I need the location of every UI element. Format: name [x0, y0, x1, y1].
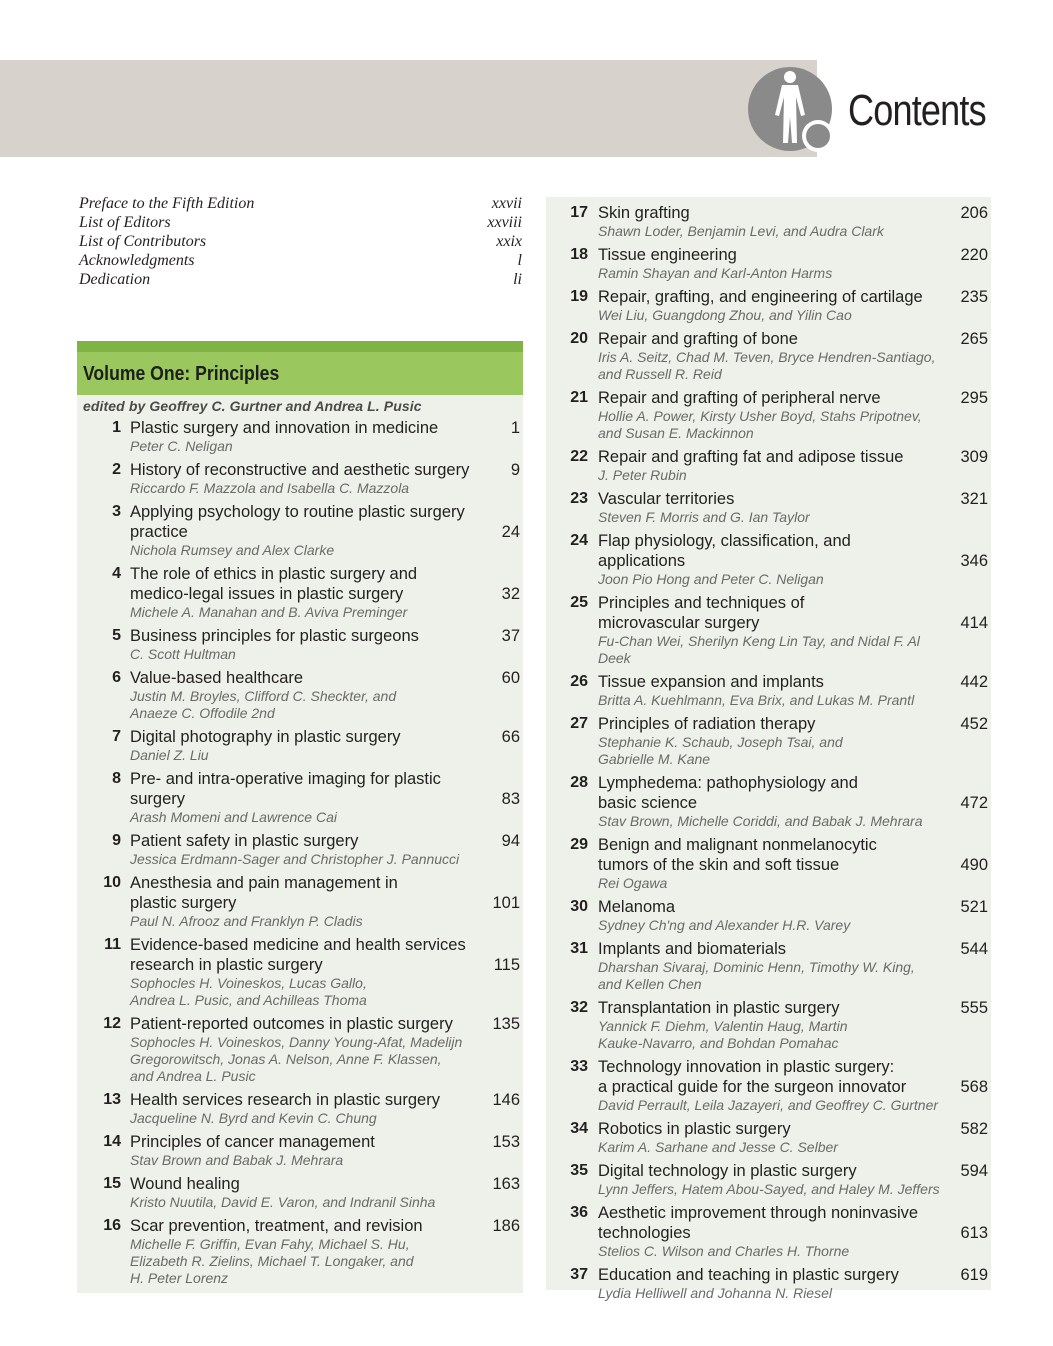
chapter-title: Principles of cancer management [130, 1133, 375, 1151]
volume-column-right [546, 197, 991, 1301]
chapter-page: 94 [501, 832, 520, 850]
chapter-page: 265 [960, 330, 988, 348]
chapter-authors: Riccardo F. Mazzola and Isabella C. Mazzola [130, 480, 410, 496]
chapter-entry[interactable] [546, 714, 991, 768]
chapter-page: 619 [960, 1266, 988, 1284]
chapter-body [598, 447, 943, 484]
chapter-title: Applying psychology to routine plastic surgery practice [130, 503, 465, 541]
chapter-number: 33 [570, 1058, 588, 1075]
chapter-title: Robotics in plastic surgery [598, 1120, 791, 1138]
header-band [0, 60, 817, 157]
chapter-number: 10 [103, 874, 121, 891]
chapter-body [598, 998, 943, 1052]
chapter-body [130, 626, 490, 663]
chapter-title: Health services research in plastic surgery [130, 1091, 440, 1109]
chapter-title: Principles and techniques of microvascular surgery [598, 594, 805, 632]
chapter-title: Digital photography in plastic surgery [130, 728, 401, 746]
chapter-authors: Stav Brown, Michelle Coriddi, and Babak J. Mehrara [598, 813, 923, 829]
chapter-body [130, 418, 490, 455]
chapter-entry[interactable] [546, 897, 991, 934]
chapter-authors: Joon Pio Hong and Peter C. Neligan [598, 571, 824, 587]
chapter-page: 66 [501, 728, 520, 746]
chapter-body [130, 873, 490, 930]
chapter-authors: Jessica Erdmann-Sager and Christopher J. Pannucci [130, 851, 460, 867]
chapter-authors: Iris A. Seitz, Chad M. Teven, Bryce Hendren-Santiago, and Russell R. Reid [598, 349, 936, 382]
chapter-title: Evidence-based medicine and health services research in plastic surgery [130, 936, 466, 974]
chapter-body [130, 668, 490, 722]
chapter-entry[interactable] [77, 502, 523, 559]
chapter-page: 83 [501, 790, 520, 808]
chapter-body [598, 593, 943, 667]
chapter-entry[interactable] [77, 418, 523, 455]
chapter-page: 568 [960, 1078, 988, 1096]
chapter-page: 153 [492, 1133, 520, 1151]
front-matter-page: l [517, 252, 522, 269]
chapter-title: Patient safety in plastic surgery [130, 832, 359, 850]
chapter-entry[interactable] [77, 1216, 523, 1287]
chapter-number: 25 [570, 594, 588, 611]
chapter-authors: Jacqueline N. Byrd and Kevin C. Chung [130, 1110, 377, 1126]
chapter-title: Patient-reported outcomes in plastic surgery [130, 1015, 453, 1033]
chapter-authors: Britta A. Kuehlmann, Eva Brix, and Lukas M. Prantl [598, 692, 915, 708]
chapter-entry[interactable] [546, 939, 991, 993]
chapter-number: 34 [570, 1120, 588, 1137]
chapter-number: 7 [112, 728, 121, 745]
chapter-title: Flap physiology, classification, and applications [598, 532, 851, 570]
chapter-title: Repair and grafting of peripheral nerve [598, 389, 881, 407]
front-matter-label: List of Editors [79, 214, 171, 231]
chapter-entry[interactable] [546, 773, 991, 830]
chapter-number: 35 [570, 1162, 588, 1179]
chapter-authors: J. Peter Rubin [598, 467, 687, 483]
chapter-authors: Kristo Nuutila, David E. Varon, and Indranil Sinha [130, 1194, 436, 1210]
chapter-page: 490 [960, 856, 988, 874]
chapter-body [130, 564, 490, 621]
chapter-entry[interactable] [546, 531, 991, 588]
chapter-page: 346 [960, 552, 988, 570]
chapter-entry[interactable] [546, 1265, 991, 1302]
chapter-entry[interactable] [546, 1161, 991, 1198]
chapter-title: Anesthesia and pain management in plastic surgery [130, 874, 398, 912]
chapter-entry[interactable] [546, 489, 991, 526]
chapter-body [598, 714, 943, 768]
chapter-body [598, 897, 943, 934]
front-matter-page: xxix [496, 233, 522, 250]
chapter-entry[interactable] [77, 626, 523, 663]
chapter-number: 27 [570, 715, 588, 732]
chapter-number: 23 [570, 490, 588, 507]
chapter-entry[interactable] [77, 727, 523, 764]
chapter-number: 3 [112, 503, 121, 520]
chapter-title: Tissue expansion and implants [598, 673, 824, 691]
chapter-authors: Rei Ogawa [598, 875, 668, 891]
chapter-title: Value-based healthcare [130, 669, 304, 687]
chapter-number: 31 [570, 940, 588, 957]
chapter-page: 135 [492, 1015, 520, 1033]
chapter-authors: Shawn Loder, Benjamin Levi, and Audra Clark [598, 223, 884, 239]
chapter-authors: Sophocles H. Voineskos, Danny Young-Afat, Madelijn Gregorowitsch, Jonas A. Nelson, Anne F. Klassen, and Andrea L. Pusic [130, 1034, 463, 1084]
chapter-authors: Lynn Jeffers, Hatem Abou-Sayed, and Haley M. Jeffers [598, 1181, 940, 1197]
chapter-authors: Arash Momeni and Lawrence Cai [130, 809, 337, 825]
chapter-title: Repair, grafting, and engineering of cartilage [598, 288, 923, 306]
chapter-number: 30 [570, 898, 588, 915]
chapter-body [130, 1132, 490, 1169]
chapter-number: 29 [570, 836, 588, 853]
front-matter-list [79, 194, 522, 289]
chapter-number: 1 [112, 419, 121, 436]
volume-column-left [77, 341, 523, 1293]
chapter-title: Skin grafting [598, 204, 690, 222]
chapter-title: History of reconstructive and aesthetic surgery [130, 461, 470, 479]
chapter-authors: C. Scott Hultman [130, 646, 236, 662]
chapter-title: Melanoma [598, 898, 676, 916]
chapter-body [598, 1057, 943, 1114]
chapter-body [130, 1174, 490, 1211]
chapter-body [598, 388, 943, 442]
chapter-entry[interactable] [546, 1119, 991, 1156]
chapter-entry[interactable] [546, 1203, 991, 1260]
front-matter-label: Acknowledgments [79, 252, 195, 269]
chapter-entry[interactable] [77, 935, 523, 1009]
chapter-page: 24 [501, 523, 520, 541]
chapter-page: 544 [960, 940, 988, 958]
chapter-title: Digital technology in plastic surgery [598, 1162, 857, 1180]
chapter-title: Repair and grafting fat and adipose tissue [598, 448, 904, 466]
chapter-entry[interactable] [546, 447, 991, 484]
chapter-entry[interactable] [546, 835, 991, 892]
front-matter-label: Preface to the Fifth Edition [79, 195, 255, 212]
chapter-authors: Nichola Rumsey and Alex Clarke [130, 542, 335, 558]
chapter-entry[interactable] [77, 460, 523, 497]
chapter-body [598, 672, 943, 709]
front-matter-page: xxviii [487, 214, 522, 231]
chapter-body [598, 245, 943, 282]
chapter-number: 14 [103, 1133, 121, 1150]
chapter-body [598, 287, 943, 324]
chapter-body [598, 773, 943, 830]
chapter-entry[interactable] [546, 203, 991, 240]
chapter-page: 321 [960, 490, 988, 508]
chapter-entry[interactable] [77, 1132, 523, 1169]
volume-editors: edited by Geoffrey C. Gurtner and Andrea L. Pusic [83, 398, 422, 414]
human-figure-logo-icon [745, 63, 835, 155]
chapter-authors: David Perrault, Leila Jazayeri, and Geoffrey C. Gurtner [598, 1097, 939, 1113]
chapter-entry[interactable] [546, 388, 991, 442]
chapter-title: The role of ethics in plastic surgery and medico-legal issues in plastic surgery [130, 565, 418, 603]
chapter-authors: Sophocles H. Voineskos, Lucas Gallo, Andrea L. Pusic, and Achilleas Thoma [130, 975, 367, 1008]
chapter-page: 115 [493, 956, 520, 974]
chapter-entry[interactable] [77, 831, 523, 868]
chapter-number: 11 [104, 936, 121, 953]
chapter-authors: Justin M. Broyles, Clifford C. Sheckter, and Anaeze C. Offodile 2nd [130, 688, 397, 721]
chapter-number: 20 [570, 330, 588, 347]
chapter-number: 8 [112, 770, 121, 787]
chapter-number: 17 [570, 204, 588, 221]
chapter-body [130, 502, 490, 559]
chapter-number: 15 [103, 1175, 121, 1192]
chapter-number: 5 [112, 627, 121, 644]
chapter-list-right [546, 197, 991, 1302]
chapter-authors: Stav Brown and Babak J. Mehrara [130, 1152, 344, 1168]
chapter-number: 18 [570, 246, 588, 263]
chapter-entry[interactable] [77, 1090, 523, 1127]
chapter-entry[interactable] [546, 672, 991, 709]
chapter-body [130, 1014, 490, 1085]
chapter-page: 1 [510, 419, 520, 437]
chapter-entry[interactable] [77, 873, 523, 930]
chapter-page: 414 [960, 614, 988, 632]
chapter-entry[interactable] [546, 593, 991, 667]
chapter-number: 9 [112, 832, 121, 849]
chapter-title: Tissue engineering [598, 246, 737, 264]
chapter-authors: Lydia Helliwell and Johanna N. Riesel [598, 1285, 832, 1301]
chapter-title: Plastic surgery and innovation in medicine [130, 419, 439, 437]
chapter-body [598, 1265, 943, 1302]
chapter-title: Vascular territories [598, 490, 735, 508]
chapter-entry[interactable] [546, 1057, 991, 1114]
chapter-body [598, 489, 943, 526]
chapter-page: 472 [960, 794, 988, 812]
chapter-authors: Dharshan Sivaraj, Dominic Henn, Timothy W. King, and Kellen Chen [598, 959, 915, 992]
chapter-page: 101 [492, 894, 520, 912]
front-matter-item[interactable] [79, 194, 522, 213]
chapter-authors: Fu-Chan Wei, Sherilyn Keng Lin Tay, and Nidal F. Al Deek [598, 633, 920, 666]
chapter-body [130, 935, 490, 1009]
chapter-entry[interactable] [77, 564, 523, 621]
chapter-entry[interactable] [77, 769, 523, 826]
chapter-page: 9 [510, 461, 520, 479]
page-title: Contents [848, 86, 986, 135]
front-matter-item[interactable] [79, 232, 522, 251]
chapter-body [598, 835, 943, 892]
chapter-page: 594 [960, 1162, 988, 1180]
chapter-number: 6 [112, 669, 121, 686]
chapter-body [130, 460, 490, 497]
front-matter-page: li [513, 271, 522, 288]
chapter-authors: Hollie A. Power, Kirsty Usher Boyd, Stahs Pripotnev, and Susan E. Mackinnon [598, 408, 922, 441]
chapter-title: Principles of radiation therapy [598, 715, 816, 733]
chapter-body [130, 1090, 490, 1127]
chapter-authors: Karim A. Sarhane and Jesse C. Selber [598, 1139, 838, 1155]
chapter-page: 521 [960, 898, 988, 916]
chapter-title: Business principles for plastic surgeons [130, 627, 419, 645]
chapter-title: Wound healing [130, 1175, 240, 1193]
chapter-authors: Daniel Z. Liu [130, 747, 209, 763]
chapter-page: 32 [501, 585, 520, 603]
chapter-number: 16 [103, 1217, 121, 1234]
volume-header [77, 341, 523, 395]
chapter-page: 555 [960, 999, 988, 1017]
chapter-number: 19 [570, 288, 588, 305]
chapter-number: 22 [570, 448, 588, 465]
chapter-authors: Stephanie K. Schaub, Joseph Tsai, and Gabrielle M. Kane [598, 734, 843, 767]
chapter-page: 235 [960, 288, 988, 306]
chapter-title: Repair and grafting of bone [598, 330, 798, 348]
chapter-page: 163 [492, 1175, 520, 1193]
chapter-body [598, 939, 943, 993]
chapter-body [130, 727, 490, 764]
chapter-page: 146 [492, 1091, 520, 1109]
chapter-authors: Paul N. Afrooz and Franklyn P. Cladis [130, 913, 363, 929]
chapter-list-left [77, 414, 523, 1287]
chapter-entry[interactable] [546, 998, 991, 1052]
chapter-title: Technology innovation in plastic surgery: a practical guide for the surgeon innovator [598, 1058, 907, 1096]
front-matter-label: List of Contributors [79, 233, 207, 250]
chapter-page: 186 [492, 1217, 520, 1235]
chapter-title: Scar prevention, treatment, and revision [130, 1217, 423, 1235]
chapter-number: 21 [570, 389, 588, 406]
chapter-number: 24 [570, 532, 588, 549]
chapter-entry[interactable] [77, 1014, 523, 1085]
chapter-number: 2 [112, 461, 121, 478]
chapter-number: 26 [570, 673, 588, 690]
front-matter-item[interactable] [79, 251, 522, 270]
chapter-body [130, 769, 490, 826]
chapter-entry[interactable] [546, 329, 991, 383]
chapter-body [130, 1216, 490, 1287]
chapter-page: 220 [960, 246, 988, 264]
chapter-title: Benign and malignant nonmelanocytic tumors of the skin and soft tissue [598, 836, 877, 874]
chapter-title: Aesthetic improvement through noninvasive technologies [598, 1204, 919, 1242]
chapter-authors: Yannick F. Diehm, Valentin Haug, Martin Kauke-Navarro, and Bohdan Pomahac [598, 1018, 848, 1051]
chapter-title: Implants and biomaterials [598, 940, 787, 958]
chapter-authors: Michele A. Manahan and B. Aviva Preminger [130, 604, 408, 620]
chapter-entry[interactable] [77, 1174, 523, 1211]
chapter-title: Pre- and intra-operative imaging for plastic surgery [130, 770, 441, 808]
chapter-body [130, 831, 490, 868]
chapter-entry[interactable] [77, 668, 523, 722]
chapter-page: 37 [501, 627, 520, 645]
chapter-page: 309 [960, 448, 988, 466]
chapter-page: 452 [960, 715, 988, 733]
chapter-authors: Stelios C. Wilson and Charles H. Thorne [598, 1243, 850, 1259]
chapter-entry[interactable] [546, 287, 991, 324]
chapter-number: 12 [103, 1015, 121, 1032]
volume-title: Volume One: Principles [83, 363, 280, 385]
chapter-authors: Peter C. Neligan [130, 438, 233, 454]
chapter-page: 582 [960, 1120, 988, 1138]
chapter-title: Lymphedema: pathophysiology and basic science [598, 774, 858, 812]
chapter-body [598, 203, 943, 240]
chapter-authors: Sydney Ch'ng and Alexander H.R. Varey [598, 917, 851, 933]
chapter-number: 36 [570, 1204, 588, 1221]
chapter-body [598, 1161, 943, 1198]
chapter-page: 295 [960, 389, 988, 407]
chapter-authors: Steven F. Morris and G. Ian Taylor [598, 509, 810, 525]
chapter-body [598, 329, 943, 383]
chapter-authors: Ramin Shayan and Karl-Anton Harms [598, 265, 833, 281]
chapter-number: 13 [103, 1091, 121, 1108]
chapter-body [598, 531, 943, 588]
chapter-entry[interactable] [546, 245, 991, 282]
chapter-title: Transplantation in plastic surgery [598, 999, 840, 1017]
chapter-page: 206 [960, 204, 988, 222]
front-matter-item[interactable] [79, 270, 522, 289]
chapter-page: 613 [960, 1224, 988, 1242]
front-matter-label: Dedication [79, 271, 151, 288]
chapter-body [598, 1203, 943, 1260]
chapter-title: Education and teaching in plastic surgery [598, 1266, 899, 1284]
chapter-number: 28 [570, 774, 588, 791]
chapter-number: 4 [112, 565, 121, 582]
chapter-page: 442 [960, 673, 988, 691]
chapter-page: 60 [501, 669, 520, 687]
chapter-number: 32 [570, 999, 588, 1016]
front-matter-page: xxvii [491, 195, 522, 212]
chapter-number: 37 [570, 1266, 588, 1283]
front-matter-item[interactable] [79, 213, 522, 232]
chapter-body [598, 1119, 943, 1156]
chapter-authors: Michelle F. Griffin, Evan Fahy, Michael S. Hu, Elizabeth R. Zielins, Michael T. Longaker, and H. Peter Lorenz [130, 1236, 414, 1286]
chapter-authors: Wei Liu, Guangdong Zhou, and Yilin Cao [598, 307, 852, 323]
